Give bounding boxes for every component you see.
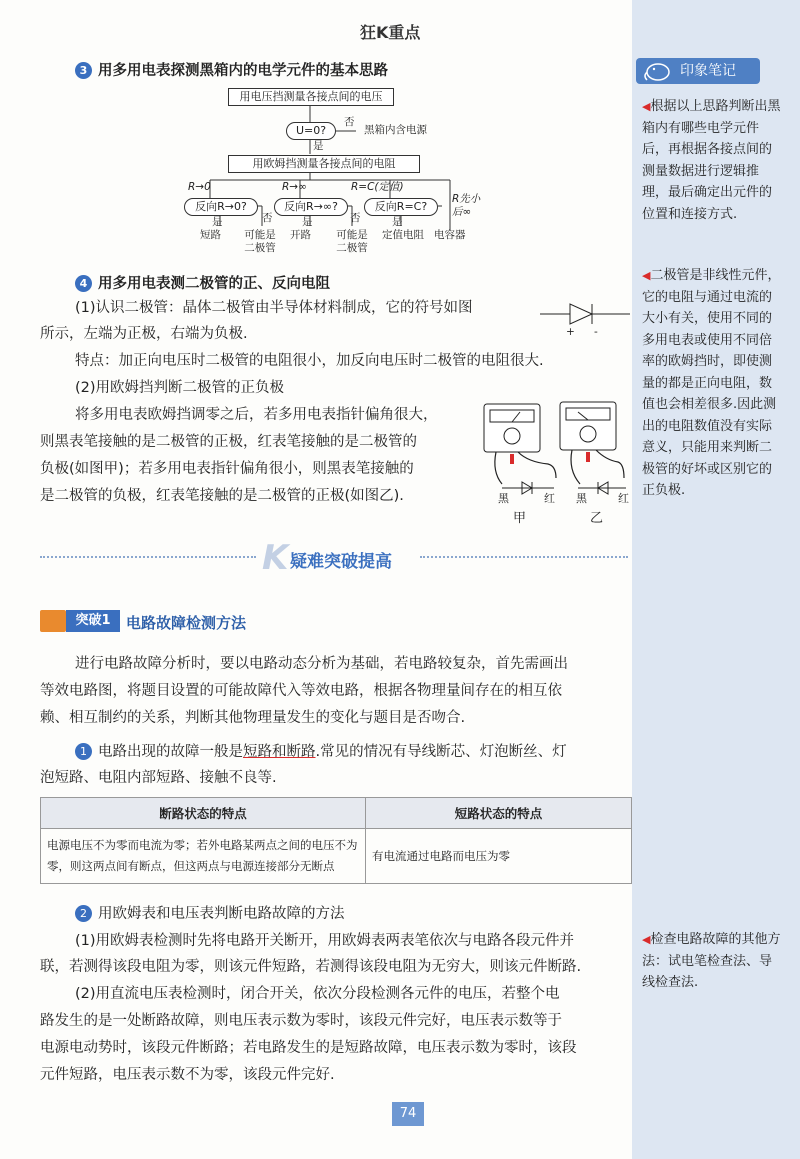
flow-result-diode-2: 可能是二极管 [336,229,368,254]
flow-no-2: 否 [350,212,361,224]
flow-no-1: 否 [262,212,273,224]
intro-line-3: 赖、相互制约的关系，判断其他物理量发生的变化与题目是否吻合. [40,710,466,726]
diode-minus-label: - [594,326,598,338]
banner-title: 疑难突破提高 [290,552,392,572]
section4-p2: 特点：加正向电压时二极管的电阻很小，加反向电压时二极管的电阻很大. [75,353,544,369]
flow-q-rev0: 反向R→0? [184,198,258,216]
fig-a-caption: 甲 [513,511,527,526]
flow-q-revc: 反向R=C? [364,198,438,216]
fig-b-red: 红 [618,492,629,505]
table-cell-short: 有电流通过电路而电压为零 [366,829,632,884]
flow-result-resistor: 定值电阻 [382,229,424,241]
flow-cond-4: R先小后∞ [452,193,481,218]
fig-a-black: 黑 [498,492,509,505]
k-logo: K [262,538,289,578]
point2-heading: 2 用欧姆表和电压表判断电路故障的方法 [75,902,345,927]
table-header-short: 短路状态的特点 [366,798,632,829]
flow-yes-1: 是 [212,216,223,228]
method1-line1: (1)用欧姆表检测时先将电路开关断开，用欧姆表两表笔依次与电路各段元件并 [75,933,575,949]
flow-step-ohm: 用欧姆挡测量各接点间的电阻 [228,155,420,173]
flow-cond-2: R→∞ [282,181,307,193]
flow-result-short: 短路 [200,229,221,241]
flow-q-voltage: U=0? [286,122,336,140]
flow-result-open: 开路 [290,229,311,241]
side-note-1: ◀根据以上思路判断出黑箱内有哪些电学元件后，再根据各接点间的测量数据进行逻辑推理，最后确定出元件的位置和连接方式. [642,99,781,222]
flow-label-yes: 是 [313,140,324,152]
section3-heading: 3 用多用电表探测黑箱内的电学元件的基本思路 [75,59,388,80]
section4-p4d: 是二极管的负极，红表笔接触的是二极管的正极(如图乙). [40,488,404,504]
flow-cond-1: R→0 [188,181,211,193]
fault-table [40,797,632,884]
banner-line-left [40,556,256,558]
flow-yes-2: 是 [302,216,313,228]
flow-cond-3: R=C(定值) [351,181,404,193]
notes-title: 印象笔记 [680,63,736,79]
book-icon [40,610,66,632]
table-header-open: 断路状态的特点 [41,798,366,829]
flow-result-capacitor: 电容器 [434,229,466,241]
intro-line-2: 等效电路图，将题目设置的可能故障代入等效电路，根据各物理量间存在的相互依 [40,683,562,699]
flow-step-voltage: 用电压挡测量各接点间的电压 [228,88,394,106]
page-number: 74 [392,1102,424,1126]
fig-b-black: 黑 [576,492,587,505]
banner-line-right [420,556,628,558]
diode-symbol [540,298,630,338]
intro-line-1: 进行电路故障分析时，要以电路动态分析为基础，若电路较复杂，首先需画出 [75,656,568,672]
notes-header [636,58,760,84]
diode-plus-label: + [566,326,575,338]
section4-p4c: 负极(如图甲)；若多用电表指针偏角很小，则黑表笔接触的 [40,461,414,477]
side-note-3: ◀检查电路故障的其他方法：试电笔检查法、导线检查法. [642,932,781,990]
elephant-icon [642,60,674,82]
section4-p4a: 将多用电表欧姆挡调零之后，若多用电表指针偏角很大， [75,407,438,423]
method2-line4: 元件短路，电压表示数不为零，该段元件完好. [40,1067,335,1083]
section4-p4b: 则黑表笔接触的是二极管的正极，红表笔接触的是二极管的 [40,434,417,450]
method2-line2: 路发生的是一处断路故障，则电压表示数为零时，该段元件完好，电压表示数等于 [40,1013,562,1029]
side-note-2: ◀二极管是非线性元件，它的电阻与通过电流的大小有关，使用不同的多用电表或使用不同倍率的欧姆挡时，即使测量的都是正向电阻，数值也会相差很多.因此测出的电阻数值没有实际意义，只能用来判断二极管的好坏或区别它的正负极. [642,268,781,498]
section4-p1b: 所示，左端为正极，右端为负极. [40,326,248,342]
point1-line2: 泡短路、电阻内部短路、接触不良等. [40,770,277,786]
flow-q-revinf: 反向R→∞? [274,198,348,216]
fig-b-caption: 乙 [590,511,604,526]
section4-heading: 4 用多用电表测二极管的正、反向电阻 [75,272,330,293]
fig-a-red: 红 [544,492,555,505]
flow-result-source: 黑箱内含电源 [364,124,427,136]
method2-line3: 电源电动势时，该段元件断路；若电路发生的是短路故障，电压表示数为零时，该段 [40,1040,577,1056]
table-cell-open: 电源电压不为零而电流为零；若外电路某两点之间的电压不为零，则这两点间有断点，但这两点与电源连接部分无断点 [41,829,366,884]
header-title: 狂K重点 [360,23,421,42]
method2-line1: (2)用直流电压表检测时，闭合开关，依次分段检测各元件的电压，若整个电 [75,986,560,1002]
section4-p3: (2)用欧姆挡判断二极管的正负极 [75,380,285,396]
flow-yes-3: 是 [392,216,403,228]
breakthrough-title: 电路故障检测方法 [126,614,247,632]
flow-result-diode-1: 可能是二极管 [244,229,276,254]
point1-line1: 1 电路出现的故障一般是短路和断路.常见的情况有导线断芯、灯泡断丝、灯 [75,740,567,765]
method1-line2: 联，若测得该段电阻为零，则该元件短路，若测得该段电阻为无穷大，则该元件断路. [40,959,582,975]
breakthrough-tag: 突破1 [66,610,120,632]
flow-label-no: 否 [344,116,355,128]
section4-p1a: (1)认识二极管：晶体二极管由半导体材料制成，它的符号如图 [75,300,473,316]
